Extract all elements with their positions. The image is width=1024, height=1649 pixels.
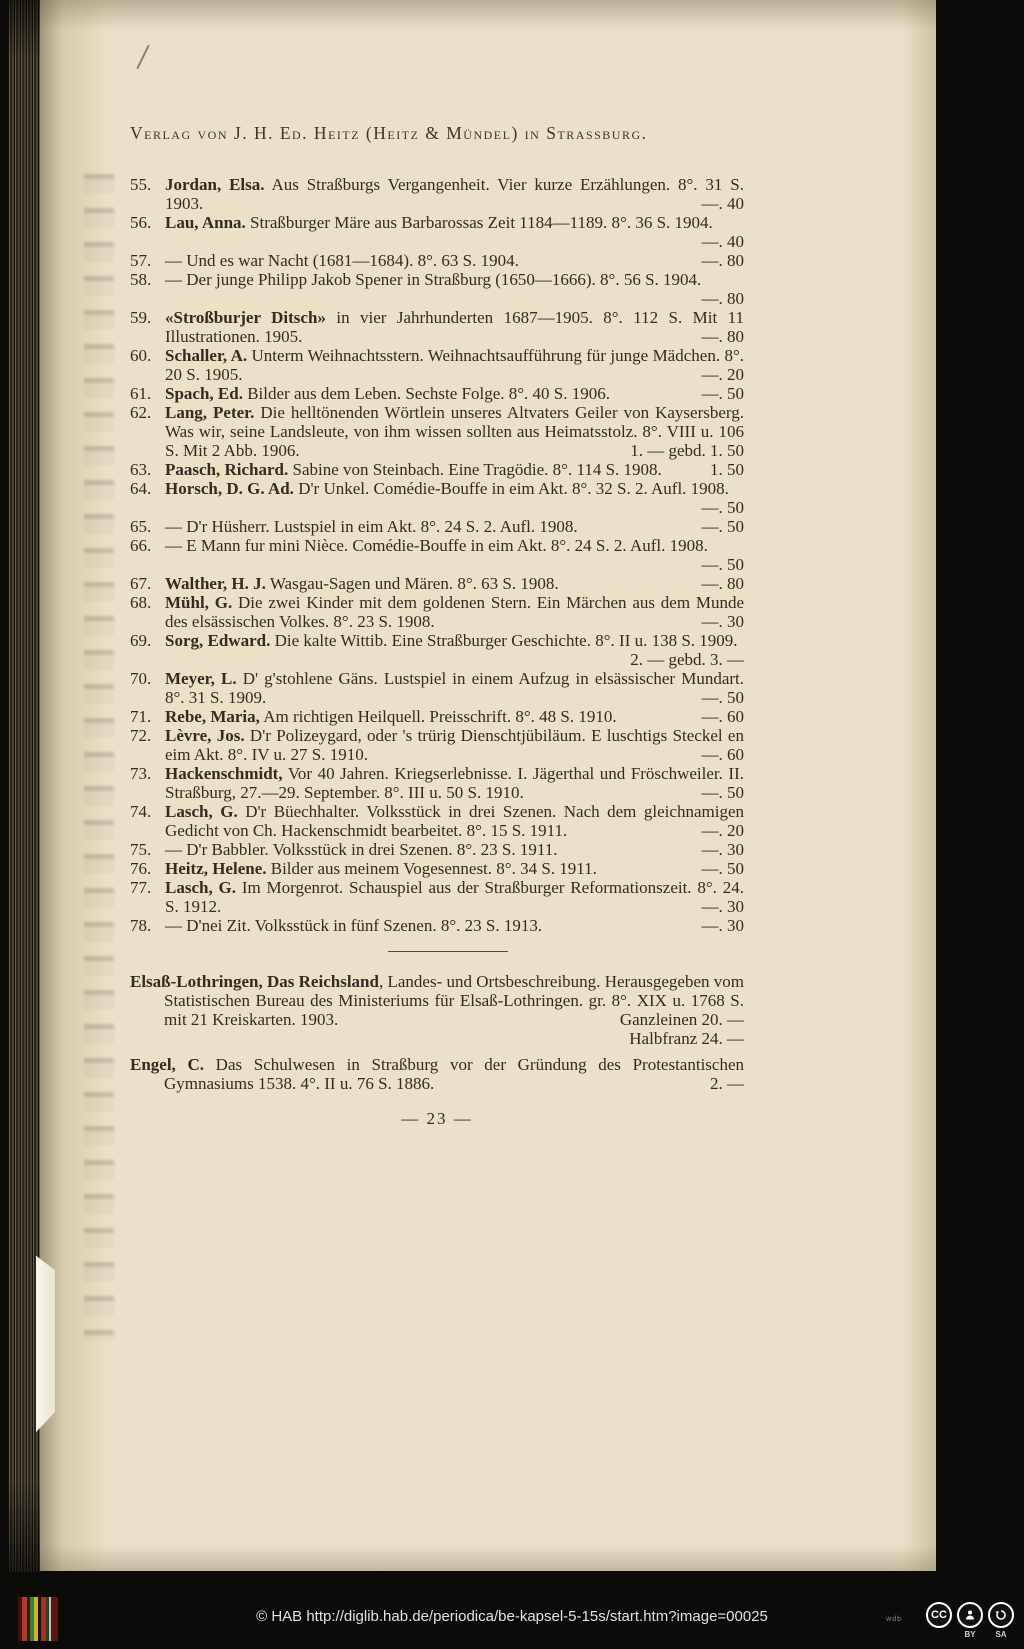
appendix-entry: Engel, C. Das Schulwesen in Straßburg vor der Gründung des Protestantischen Gymnasiums 1538. 4°. II u. 76 S. 1886. 2. — bbox=[130, 1055, 745, 1093]
entry-price: Ganzleinen 20. — Halbfranz 24. — bbox=[619, 1010, 744, 1048]
entry-text: — E Mann fur mini Nièce. Comédie-Bouffe in eim Akt. 8°. 24 S. 2. Aufl. 1908. —. 50 bbox=[165, 536, 744, 574]
catalog-entry bbox=[130, 460, 744, 479]
catalog-entry bbox=[130, 346, 744, 384]
entry-number: 77. bbox=[130, 878, 152, 897]
entry-author: Lang, Peter. bbox=[165, 403, 255, 422]
catalog-entry bbox=[130, 270, 744, 308]
entry-number: 71. bbox=[130, 707, 152, 726]
entry-number: 64. bbox=[130, 479, 152, 498]
entry-number: 57. bbox=[130, 251, 152, 270]
entry-author: «Stroßburjer Ditsch» bbox=[165, 308, 326, 327]
entry-number: 60. bbox=[130, 346, 152, 365]
entry-author: Lèvre, Jos. bbox=[165, 726, 245, 745]
catalog-entry bbox=[130, 802, 744, 840]
entry-price: —. 40 bbox=[701, 194, 744, 213]
catalog-entry bbox=[130, 859, 744, 878]
entry-list bbox=[130, 175, 744, 935]
credit-label: © HAB bbox=[256, 1608, 303, 1625]
entry-text: Lèvre, Jos. D'r Polizeygard, oder 's trürig Dienschtjübiläum. E luschtigs Steckel en eim Akt. 8°. IV u. 27 S. 1910. —. 60 bbox=[165, 726, 744, 764]
wdb-watermark: wdb bbox=[886, 1616, 902, 1623]
pen-mark bbox=[136, 45, 149, 69]
entry-number: 70. bbox=[130, 669, 152, 688]
cc-sa-label: SA bbox=[995, 1630, 1007, 1639]
cc-logo[interactable] bbox=[926, 1602, 952, 1639]
catalog-entry bbox=[130, 669, 744, 707]
cc-license-badge[interactable] bbox=[926, 1602, 1014, 1639]
entry-author: Mühl, G. bbox=[165, 593, 233, 612]
entry-price: —. 80 bbox=[701, 251, 744, 270]
appendix-list bbox=[130, 972, 744, 1093]
entry-text: Schaller, A. Unterm Weihnachtsstern. Weihnachtsaufführung für junge Mädchen. 8°. 20 S. 1905. —. 20 bbox=[165, 346, 744, 384]
entry-price: —. 20 bbox=[701, 365, 744, 384]
entry-number: 75. bbox=[130, 840, 152, 859]
entry-number: 58. bbox=[130, 270, 152, 289]
entry-text: — Der junge Philipp Jakob Spener in Straßburg (1650—1666). 8°. 56 S. 1904. —. 80 bbox=[165, 270, 744, 308]
entry-number: 68. bbox=[130, 593, 152, 612]
entry-price: —. 60 bbox=[701, 707, 744, 726]
entry-text: Rebe, Maria, Am richtigen Heilquell. Preisschrift. 8°. 48 S. 1910. —. 60 bbox=[165, 707, 744, 726]
entry-author: Walther, H. J. bbox=[165, 574, 266, 593]
entry-author: Schaller, A. bbox=[165, 346, 248, 365]
catalog-entry bbox=[130, 726, 744, 764]
entry-text: Lang, Peter. Die helltönenden Wörtlein unseres Altvaters Geiler von Kaysersberg. Was wir, seine Landsleute, von ihm wissen sollten aus Heimatsstolz. 8°. VIII u. 106 S. Mit 2 Abb. 1906. 1. — gebd. 1. 50 bbox=[165, 403, 744, 460]
entry-price: —. 40 bbox=[701, 232, 744, 251]
entry-number: 78. bbox=[130, 916, 152, 935]
entry-text: — D'r Babbler. Volksstück in drei Szenen. 8°. 23 S. 1911. —. 30 bbox=[165, 840, 744, 859]
entry-price: —. 50 bbox=[701, 517, 744, 536]
source-url-link[interactable]: http://diglib.hab.de/periodica/be-kapsel-5-15s/start.htm?image=00025 bbox=[306, 1608, 768, 1625]
catalog-entry bbox=[130, 175, 744, 213]
entry-number: 63. bbox=[130, 460, 152, 479]
entry-text: Lasch, G. Im Morgenrot. Schauspiel aus der Straßburger Reformationszeit. 8°. 24. S. 1912. —. 30 bbox=[165, 878, 744, 916]
appendix-entry: Elsaß-Lothringen, Das Reichsland, Landes- und Ortsbeschreibung. Herausgegeben vom Statistischen Bureau des Ministeriums für Elsaß-Lothringen. gr. 8°. XIX u. 1768 S. mit 21 Kreiskarten. 1903. Ganzleinen 20. — Halbfranz 24. — bbox=[130, 972, 744, 1048]
entry-number: 55. bbox=[130, 175, 152, 194]
catalog-entry bbox=[130, 479, 744, 517]
entry-price: —. 30 bbox=[701, 916, 744, 935]
entry-number: 69. bbox=[130, 631, 152, 650]
entry-author: Elsaß-Lothringen, Das Reichsland bbox=[130, 972, 379, 991]
entry-price: —. 30 bbox=[701, 840, 744, 859]
entry-number: 62. bbox=[130, 403, 152, 422]
catalog-entry bbox=[130, 878, 744, 916]
entry-author: Engel, C. bbox=[130, 1055, 205, 1074]
entry-text: «Stroßburjer Ditsch» in vier Jahrhunderten 1687—1905. 8°. 112 S. Mit 11 Illustrationen. 1905. —. 80 bbox=[165, 308, 744, 346]
catalog-entry bbox=[130, 574, 744, 593]
entry-text: — D'nei Zit. Volksstück in fünf Szenen. 8°. 23 S. 1913. —. 30 bbox=[165, 916, 744, 935]
entry-author: Heitz, Helene. bbox=[165, 859, 267, 878]
entry-price: —. 60 bbox=[701, 745, 744, 764]
entry-price: —. 50 bbox=[701, 384, 744, 403]
catalog-entry bbox=[130, 536, 744, 574]
entry-text: Mühl, G. Die zwei Kinder mit dem goldenen Stern. Ein Märchen aus dem Munde des elsässischen Volkes. 8°. 23 S. 1908. —. 30 bbox=[165, 593, 745, 631]
entry-price: —. 50 bbox=[701, 555, 744, 574]
entry-price: —. 50 bbox=[701, 688, 744, 707]
entry-text: Heitz, Helene. Bilder aus meinem Vogesennest. 8°. 34 S. 1911. —. 50 bbox=[165, 859, 744, 878]
entry-text: Lau, Anna. Straßburger Märe aus Barbarossas Zeit 1184—1189. 8°. 36 S. 1904. —. 40 bbox=[165, 213, 744, 251]
entry-text: Walther, H. J. Wasgau-Sagen und Mären. 8°. 63 S. 1908. —. 80 bbox=[165, 574, 744, 593]
catalog-entry bbox=[130, 213, 744, 251]
entry-price: —. 50 bbox=[701, 859, 744, 878]
person-icon bbox=[957, 1602, 983, 1628]
underlying-page-sliver bbox=[36, 1252, 55, 1434]
entry-number: 73. bbox=[130, 764, 152, 783]
section-divider bbox=[388, 951, 508, 952]
entry-number: 72. bbox=[130, 726, 152, 745]
viewer-footer bbox=[0, 1608, 1024, 1625]
entry-price: —. 80 bbox=[701, 574, 744, 593]
entry-author: Lau, Anna. bbox=[165, 213, 246, 232]
entry-number: 66. bbox=[130, 536, 152, 555]
catalog-entry bbox=[130, 840, 744, 859]
entry-author: Lasch, G. bbox=[165, 878, 236, 897]
entry-price: —. 20 bbox=[701, 821, 744, 840]
entry-author: Meyer, L. bbox=[165, 669, 237, 688]
entry-text: Lasch, G. D'r Büechhalter. Volksstück in drei Szenen. Nach dem gleichnamigen Gedicht von Ch. Hackenschmidt bearbeitet. 8°. 15 S. 1911. —. 20 bbox=[165, 802, 744, 840]
catalog-entry bbox=[130, 251, 744, 270]
entry-author: Spach, Ed. bbox=[165, 384, 243, 403]
entry-text: Paasch, Richard. Sabine von Steinbach. Eine Tragödie. 8°. 114 S. 1908. 1. 50 bbox=[165, 460, 744, 479]
entry-text: Horsch, D. G. Ad. D'r Unkel. Comédie-Bouffe in eim Akt. 8°. 32 S. 2. Aufl. 1908. —. 50 bbox=[165, 479, 744, 517]
entry-number: 65. bbox=[130, 517, 152, 536]
entry-text: Sorg, Edward. Die kalte Wittib. Eine Straßburger Geschichte. 8°. II u. 138 S. 1909. 2. — gebd. 3. — bbox=[165, 631, 744, 669]
entry-number: 61. bbox=[130, 384, 152, 403]
page-content bbox=[130, 124, 744, 1128]
entry-author: Sorg, Edward. bbox=[165, 631, 271, 650]
entry-author: Rebe, Maria, bbox=[165, 707, 260, 726]
entry-price: —. 30 bbox=[701, 897, 744, 916]
entry-price: 1. 50 bbox=[710, 460, 744, 479]
entry-text: Hackenschmidt, Vor 40 Jahren. Kriegserlebnisse. I. Jägerthal und Fröschweiler. II. Straßburg, 27.—29. September. 8°. III u. 50 S. 1910. —. 50 bbox=[165, 764, 744, 802]
entry-price: —. 80 bbox=[701, 289, 744, 308]
publisher-header: Verlag von J. H. Ed. Heitz (Heitz & Mündel) in Strassburg. bbox=[130, 123, 648, 143]
catalog-entry bbox=[130, 631, 744, 669]
page-number: — 23 — bbox=[401, 1109, 473, 1128]
catalog-entry bbox=[130, 764, 744, 802]
entry-price: —. 50 bbox=[701, 783, 744, 802]
scanned-page bbox=[40, 0, 936, 1571]
entry-author: Jordan, Elsa. bbox=[165, 175, 265, 194]
entry-number: 67. bbox=[130, 574, 152, 593]
entry-number: 56. bbox=[130, 213, 152, 232]
entry-price: 2. — gebd. 3. — bbox=[630, 650, 744, 669]
catalog-entry bbox=[130, 384, 744, 403]
entry-text: Spach, Ed. Bilder aus dem Leben. Sechste Folge. 8°. 40 S. 1906. —. 50 bbox=[165, 384, 744, 403]
share-alike-icon bbox=[988, 1602, 1014, 1628]
entry-author: Lasch, G. bbox=[165, 802, 238, 821]
entry-text: — Und es war Nacht (1681—1684). 8°. 63 S. 1904. —. 80 bbox=[165, 251, 744, 270]
entry-price: —. 50 bbox=[701, 498, 744, 517]
entry-number: 59. bbox=[130, 308, 152, 327]
entry-text: — D'r Hüsherr. Lustspiel in eim Akt. 8°. 24 S. 2. Aufl. 1908. —. 50 bbox=[165, 517, 744, 536]
cc-icon: CC bbox=[926, 1602, 952, 1628]
entry-author: Paasch, Richard. bbox=[165, 460, 289, 479]
entry-price: —. 30 bbox=[701, 612, 744, 631]
entry-number: 74. bbox=[130, 802, 152, 821]
entry-price: —. 80 bbox=[701, 327, 744, 346]
cc-by[interactable] bbox=[957, 1602, 983, 1639]
ink-bleed-marks bbox=[84, 160, 114, 1340]
cc-by-label: BY bbox=[964, 1630, 976, 1639]
catalog-entry bbox=[130, 916, 744, 935]
catalog-entry bbox=[130, 308, 744, 346]
entry-text: Meyer, L. D' g'stohlene Gäns. Lustspiel in einem Aufzug in elsässischer Mundart. 8°. 31 S. 1909. —. 50 bbox=[165, 669, 744, 707]
catalog-entry bbox=[130, 593, 744, 631]
entry-author: Hackenschmidt, bbox=[165, 764, 283, 783]
entry-price: 1. — gebd. 1. 50 bbox=[630, 441, 744, 460]
catalog-entry bbox=[130, 403, 744, 460]
entry-number: 76. bbox=[130, 859, 152, 878]
catalog-entry bbox=[130, 707, 744, 726]
entry-text: Jordan, Elsa. Aus Straßburgs Vergangenheit. Vier kurze Erzählungen. 8°. 31 S. 1903. —. 40 bbox=[165, 175, 744, 213]
entry-author: Horsch, D. G. Ad. bbox=[165, 479, 294, 498]
catalog-entry bbox=[130, 517, 744, 536]
cc-sa[interactable] bbox=[988, 1602, 1014, 1639]
